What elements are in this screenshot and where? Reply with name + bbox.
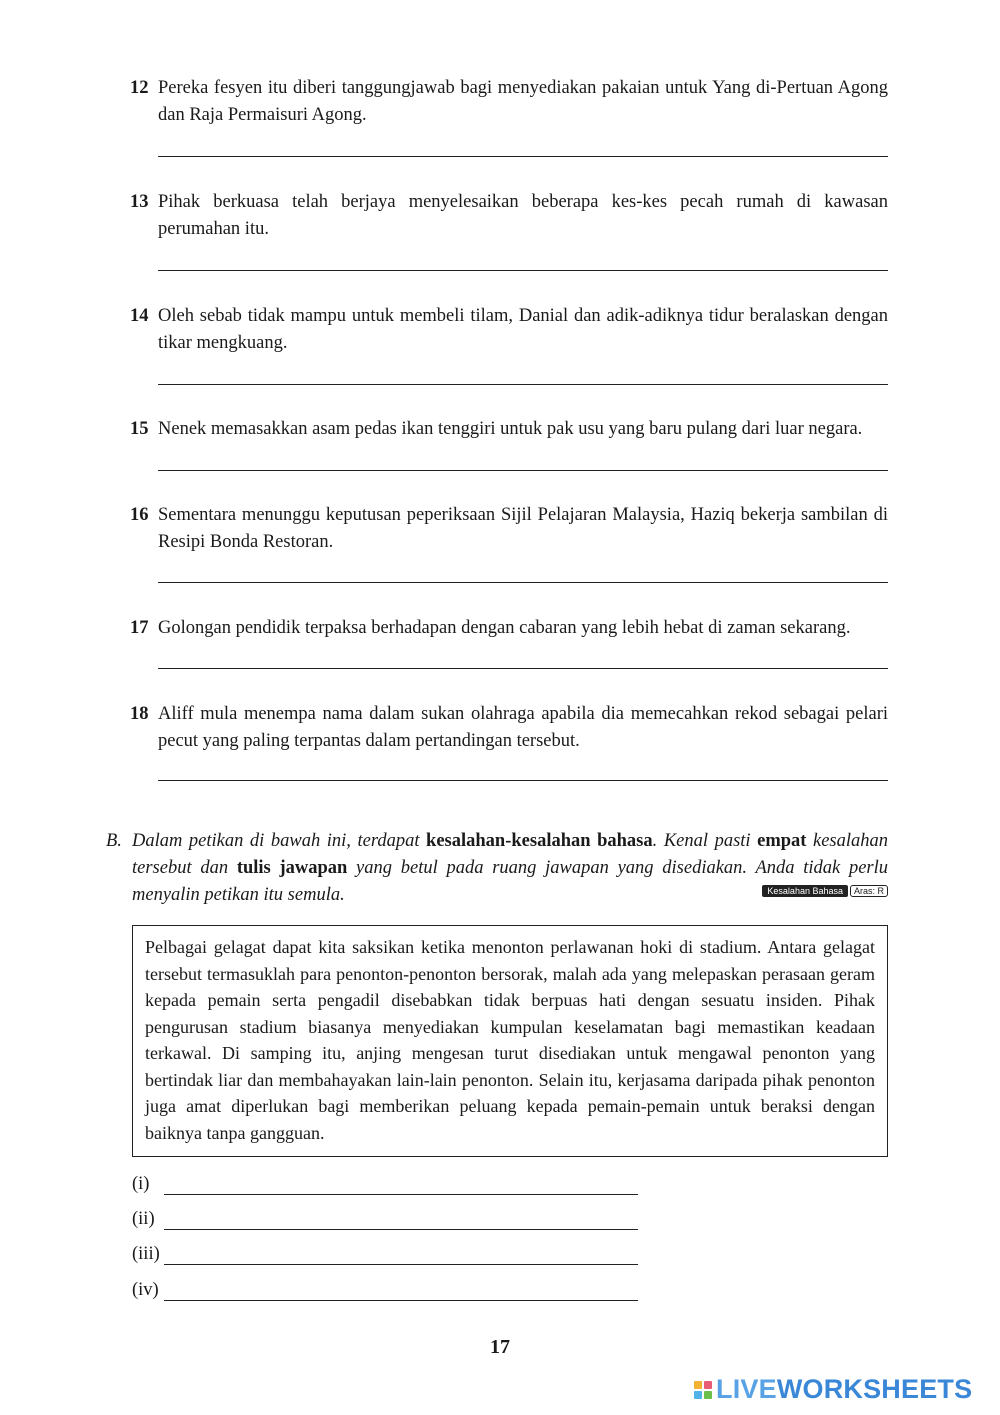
answer-input-line[interactable] (164, 1194, 638, 1195)
answer-line-18[interactable] (158, 780, 888, 781)
page-number: 17 (490, 1336, 510, 1358)
instruction-bold: empat (757, 831, 807, 851)
question-17 (130, 615, 888, 642)
answer-line-17[interactable] (158, 668, 888, 669)
question-15 (130, 416, 888, 443)
answer-label: (iv) (132, 1280, 159, 1300)
answer-line-15[interactable] (158, 470, 888, 471)
question-number: 17 (130, 618, 149, 638)
answer-line-14[interactable] (158, 384, 888, 385)
question-13 (130, 189, 888, 243)
logo-square (694, 1381, 702, 1389)
question-number: 18 (130, 704, 149, 724)
brand-word-worksheets: WORKSHEETS (776, 1374, 973, 1404)
question-text: Sementara menunggu keputusan peperiksaan Sijil Pelajaran Malaysia, Haziq bekerja sambilan di Resipi Bonda Restoran. (158, 505, 888, 552)
instruction-part: kesalahan tersebut dan (132, 831, 889, 878)
instruction-part: yang betul pada ruang jawapan yang disediakan. Anda tidak perlu menyalin petikan itu semula. (132, 858, 888, 905)
answer-line-12[interactable] (158, 156, 888, 157)
question-number: 13 (130, 192, 149, 212)
answer-label: (ii) (132, 1209, 155, 1229)
answer-input-line[interactable] (164, 1264, 638, 1265)
answer-input-line[interactable] (164, 1229, 638, 1230)
question-16 (130, 502, 888, 556)
answer-label: (i) (132, 1174, 150, 1194)
answer-row-i (132, 1174, 638, 1198)
instruction-bold: tulis jawapan (236, 858, 348, 878)
question-number: 12 (130, 78, 149, 98)
brand-squares-icon (694, 1381, 712, 1399)
topic-badge (762, 884, 888, 898)
question-text: Oleh sebab tidak mampu untuk membeli tilam, Danial dan adik-adiknya tidur beralaskan dengan tikar mengkuang. (158, 306, 888, 353)
logo-square (694, 1391, 702, 1399)
answer-row-iii (132, 1244, 638, 1268)
question-text: Nenek memasakkan asam pedas ikan tenggiri untuk pak usu yang baru pulang dari luar negara. (158, 419, 863, 439)
instruction-part: Dalam petikan di bawah ini, terdapat (132, 831, 427, 851)
question-number: 15 (130, 419, 149, 439)
logo-square (704, 1391, 712, 1399)
passage-box: Pelbagai gelagat dapat kita saksikan ketika menonton perlawanan hoki di stadium. Antara gelagat tersebut termasuklah para penonton-penonton bersorak, malah ada yang melepaskan perasaan geram kepada pemain serta pengadil disebabkan tidak berpuas hati dengan sesuatu insiden. Pihak pengurusan stadium biasanya menyediakan kumpulan keselamatan bagi memastikan keadaan terkawal. Di samping itu, anjing mengesan turut disediakan untuk mengawal penonton yang bertindak liar dan membahayakan lain-lain penonton. Selain itu, kerjasama daripada pihak penonton juga amat diperlukan bagi memberikan peluang kepada pemain-pemain untuk beraksi dengan baiknya tanpa gangguan. (132, 925, 888, 1157)
instruction-bold: kesalahan-kesalahan bahasa (426, 831, 653, 851)
instruction-part: . Kenal pasti (652, 831, 758, 851)
answer-label: (iii) (132, 1244, 160, 1264)
answer-input-line[interactable] (164, 1300, 638, 1301)
question-text: Pihak berkuasa telah berjaya menyelesaikan beberapa kes-kes pecah rumah di kawasan perumahan itu. (158, 192, 888, 239)
question-18 (130, 701, 888, 755)
answer-line-16[interactable] (158, 582, 888, 583)
question-text: Pereka fesyen itu diberi tanggungjawab bagi menyediakan pakaian untuk Yang di-Pertuan Agong dan Raja Permaisuri Agong. (158, 78, 888, 125)
question-text: Golongan pendidik terpaksa berhadapan dengan cabaran yang lebih hebat di zaman sekarang. (158, 618, 851, 638)
question-14 (130, 303, 888, 357)
question-number: 14 (130, 306, 149, 326)
brand-word-live: LIVE (716, 1374, 777, 1404)
liveworksheets-logo (694, 1374, 972, 1405)
logo-square (704, 1381, 712, 1389)
question-text: Aliff mula menempa nama dalam sukan olahraga apabila dia memecahkan rekod sebagai pelari pecut yang paling terpantas dalam pertandingan tersebut. (158, 704, 888, 751)
topic-badge-label: Kesalahan Bahasa (762, 885, 848, 897)
answer-row-ii (132, 1209, 638, 1233)
answer-row-iv (132, 1280, 638, 1304)
level-badge-label: Aras: R (850, 885, 888, 897)
question-number: 16 (130, 505, 149, 525)
answer-line-13[interactable] (158, 270, 888, 271)
section-label: B. (106, 831, 122, 851)
question-12 (130, 75, 888, 129)
